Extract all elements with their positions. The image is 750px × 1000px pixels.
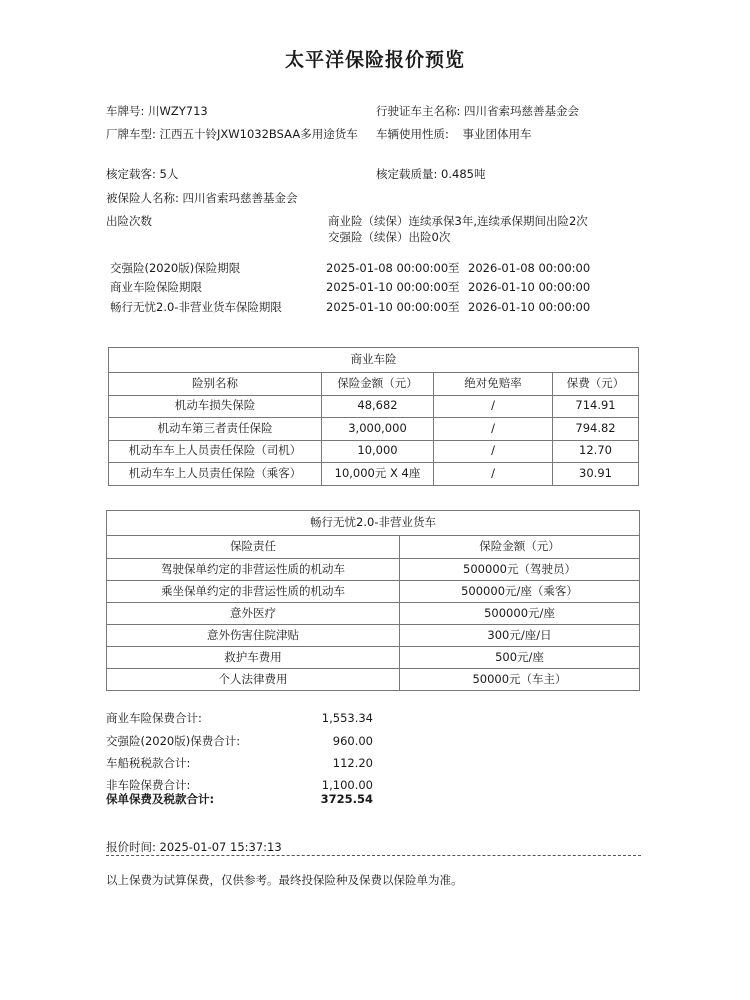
claims-label: 出险次数	[106, 214, 152, 228]
vehicle-usage-label: 车辆使用性质:	[376, 127, 449, 141]
insured-name: 被保险人名称: 四川省索玛慈善基金会	[106, 191, 298, 205]
non-vehicle-premium-total-value: 1,100.00	[321, 778, 373, 792]
period-compulsory-start: 2025-01-08 00:00:00	[326, 261, 449, 275]
commercial-insurance-table	[108, 347, 639, 486]
period-compulsory-end: 2026-01-08 00:00:00	[468, 261, 591, 275]
grand-total-label: 保单保费及税款合计:	[106, 792, 215, 806]
coverage-name: 机动车车上人员责任保险（乘客）	[109, 463, 322, 486]
grand-total-value: 3725.54	[320, 792, 373, 806]
deductible-rate: /	[434, 440, 553, 463]
commercial-premium-total-label: 商业车险保费合计:	[106, 711, 202, 725]
column-header: 绝对免赔率	[434, 373, 553, 396]
period-commercial-name: 商业车险保险期限	[110, 280, 202, 294]
table-row	[109, 418, 639, 441]
commercial-table-title: 商业车险	[109, 348, 639, 373]
non-vehicle-premium-total-label: 非车险保费合计:	[106, 778, 191, 792]
vehicle-usage	[376, 127, 532, 143]
insured-amount: 500元/座	[400, 647, 640, 669]
period-compulsory-sep: 至	[448, 261, 460, 275]
period-changxing-name: 畅行无忧2.0-非营业货车保险期限	[110, 300, 282, 314]
vehicle-usage-value: 事业团体用车	[462, 127, 532, 141]
premium: 30.91	[553, 463, 639, 486]
table-row	[109, 395, 639, 418]
liability-name: 个人法律费用	[107, 669, 400, 691]
premium: 12.70	[553, 440, 639, 463]
coverage-name: 机动车损失保险	[109, 395, 322, 418]
deductible-rate: /	[434, 395, 553, 418]
insured-amount: 48,682	[322, 395, 434, 418]
insured-amount: 10,000	[322, 440, 434, 463]
coverage-name: 机动车第三者责任保险	[109, 418, 322, 441]
claims-compulsory: 交强险（续保）出险0次	[328, 230, 451, 244]
column-header: 保险责任	[107, 536, 400, 559]
deductible-rate: /	[434, 463, 553, 486]
compulsory-premium-total-value: 960.00	[332, 734, 373, 748]
vehicle-tax-total-value: 112.20	[332, 756, 373, 770]
table-row	[107, 559, 640, 581]
period-commercial-end: 2026-01-10 00:00:00	[468, 280, 591, 294]
disclaimer: 以上保费为试算保费，仅供参考。最终投保险种及保费以保险单为准。	[106, 873, 463, 887]
claims-commercial: 商业险（续保）连续承保3年,连续承保期间出险2次	[328, 214, 588, 228]
table-row	[109, 463, 639, 486]
registered-owner: 行驶证车主名称: 四川省索玛慈善基金会	[376, 104, 580, 118]
liability-name: 驾驶保单约定的非营运性质的机动车	[107, 559, 400, 581]
column-header: 险别名称	[109, 373, 322, 396]
insured-amount: 10,000元 X 4座	[322, 463, 434, 486]
column-header: 保险金额（元）	[400, 536, 640, 559]
premium: 714.91	[553, 395, 639, 418]
insured-amount: 300元/座/日	[400, 625, 640, 647]
rated-passengers: 核定载客: 5人	[106, 167, 179, 181]
table-row	[107, 625, 640, 647]
changxing-insurance-table	[106, 510, 640, 691]
table-row	[107, 669, 640, 691]
table-row	[107, 581, 640, 603]
document-title: 太平洋保险报价预览	[284, 49, 465, 71]
table-row	[107, 647, 640, 669]
compulsory-premium-total-label: 交强险(2020版)保费合计:	[106, 734, 241, 748]
quote-time: 报价时间: 2025-01-07 15:37:13	[106, 840, 282, 854]
dashed-divider	[106, 855, 641, 856]
period-compulsory-name: 交强险(2020版)保险期限	[110, 261, 241, 275]
period-changxing-start: 2025-01-10 00:00:00	[326, 300, 449, 314]
insured-amount: 500000元（驾驶员）	[400, 559, 640, 581]
deductible-rate: /	[434, 418, 553, 441]
insured-amount: 50000元（车主）	[400, 669, 640, 691]
premium: 794.82	[553, 418, 639, 441]
liability-name: 救护车费用	[107, 647, 400, 669]
commercial-premium-total-value: 1,553.34	[321, 711, 373, 725]
coverage-name: 机动车车上人员责任保险（司机）	[109, 440, 322, 463]
table-row	[109, 440, 639, 463]
period-changxing-sep: 至	[448, 300, 460, 314]
plate-number: 车牌号: 川WZY713	[106, 104, 208, 118]
table-row	[107, 603, 640, 625]
vehicle-tax-total-label: 车船税税款合计:	[106, 756, 191, 770]
insured-amount: 500000元/座（乘客）	[400, 581, 640, 603]
insured-amount: 3,000,000	[322, 418, 434, 441]
vehicle-model: 厂牌车型: 江西五十铃JXW1032BSAA多用途货车	[106, 127, 358, 141]
liability-name: 乘坐保单约定的非营运性质的机动车	[107, 581, 400, 603]
liability-name: 意外伤害住院津贴	[107, 625, 400, 647]
column-header: 保险金额（元）	[322, 373, 434, 396]
period-changxing-end: 2026-01-10 00:00:00	[468, 300, 591, 314]
column-header: 保费（元）	[553, 373, 639, 396]
changxing-table-title: 畅行无忧2.0-非营业货车	[107, 511, 640, 536]
period-commercial-sep: 至	[448, 280, 460, 294]
insured-amount: 500000元/座	[400, 603, 640, 625]
period-commercial-start: 2025-01-10 00:00:00	[326, 280, 449, 294]
rated-load: 核定载质量: 0.485吨	[376, 167, 486, 181]
liability-name: 意外医疗	[107, 603, 400, 625]
